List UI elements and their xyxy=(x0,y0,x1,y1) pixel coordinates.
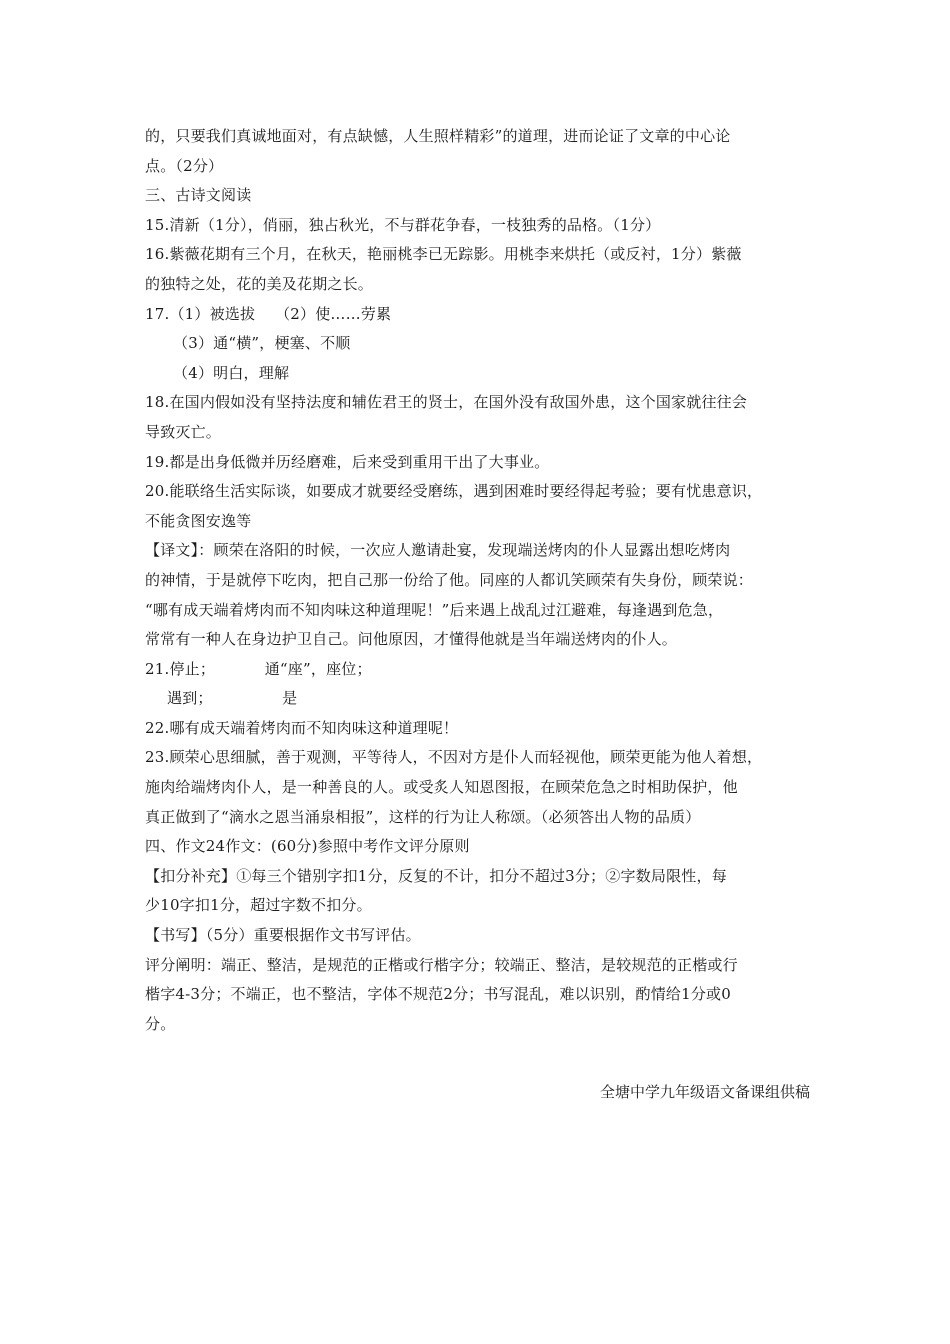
answer-19: 19.都是出身低微并历经磨难，后来受到重用干出了大事业。 xyxy=(145,452,550,471)
scoring-notes: 评分阐明：端正、整洁，是规范的正楷或行楷字分；较端正、整洁，是较规范的正楷或行 xyxy=(145,955,738,974)
section-heading: 四、作文24作文：(60分)参照中考作文评分原则 xyxy=(145,837,470,856)
answer-21: 21.停止； 通“座”，座位； xyxy=(145,659,372,678)
answer-17-3: （3）通“横”，梗塞、不顺 xyxy=(173,334,351,353)
text-line: 不能贪图安逸等 xyxy=(145,511,252,530)
text-line: 的，只要我们真诚地面对，有点缺憾，人生照样精彩”的道理，进而论证了文章的中心论 xyxy=(145,127,731,145)
answer-15: 15.清新（1分），俏丽，独占秋光，不与群花争春，一枝独秀的品格。（1分） xyxy=(145,215,661,234)
text-line: “哪有成天端着烤肉而不知肉味这种道理呢！”后来遇上战乱过江避难，每逢遇到危急， xyxy=(145,600,724,619)
text-line: 点。（2分） xyxy=(145,156,224,175)
answer-21-cont: 遇到； 是 xyxy=(167,689,298,708)
text-line: 少10字扣1分，超过字数不扣分。 xyxy=(145,896,372,915)
answer-23: 23.顾荣心思细腻，善于观测，平等待人，不因对方是仆人而轻视他，顾荣更能为他人着想， xyxy=(145,748,763,767)
text-line: 的独特之处，花的美及花期之长。 xyxy=(145,274,374,293)
answer-17: 17.（1）被选拔 （2）使……劳累 xyxy=(145,304,392,323)
deduction-rules: 【扣分补充】①每三个错别字扣1分，反复的不计，扣分不超过3分；②字数局限性，每 xyxy=(145,866,727,885)
answer-20: 20.能联络生活实际谈，如要成才就要经受磨练，遇到困难时要经得起考验；要有忧患意识， xyxy=(145,482,763,501)
section-heading: 三、古诗文阅读 xyxy=(145,186,252,205)
text-line: 的神情，于是就停下吃肉，把自己那一份给了他。同座的人都讥笑顾荣有失身份，顾荣说： xyxy=(145,570,754,589)
text-line: 楷字4-3分；不端正，也不整洁，字体不规范2分；书写混乱，难以识别，酌情给1分或0 xyxy=(145,985,731,1004)
text-line: 导致灭亡。 xyxy=(145,422,222,441)
answer-18: 18.在国内假如没有坚持法度和辅佐君王的贤士，在国外没有敌国外患，这个国家就往往会 xyxy=(145,393,748,412)
text-line: 常常有一种人在身边护卫自己。问他原因，才懂得他就是当年端送烤肉的仆人。 xyxy=(145,630,678,649)
author-signature: 全塘中学九年级语文备课组供稿 xyxy=(599,1083,810,1101)
text-line: 施肉给端烤肉仆人，是一种善良的人。或受炙人知恩图报，在顾荣危急之时相助保护，他 xyxy=(145,778,738,797)
answer-22: 22.哪有成天端着烤肉而不知肉味这种道理呢！ xyxy=(145,718,459,737)
writing-rules: 【书写】（5分）重要根据作文书写评估。 xyxy=(145,926,421,945)
answer-16: 16.紫薇花期有三个月，在秋天，艳丽桃李已无踪影。用桃李来烘托（或反衬，1分）紫薇 xyxy=(145,245,742,264)
text-line: 真正做到了“滴水之恩当涌泉相报”，这样的行为让人称颂。（必须答出人物的品质） xyxy=(145,807,701,826)
text-line: 分。 xyxy=(145,1014,176,1033)
answer-key-body xyxy=(145,122,810,1039)
translation-heading: 【译文】：顾荣在洛阳的时候，一次应人邀请赴宴，发现端送烤肉的仆人显露出想吃烤肉 xyxy=(145,541,731,560)
answer-17-4: （4）明白，理解 xyxy=(173,363,290,382)
